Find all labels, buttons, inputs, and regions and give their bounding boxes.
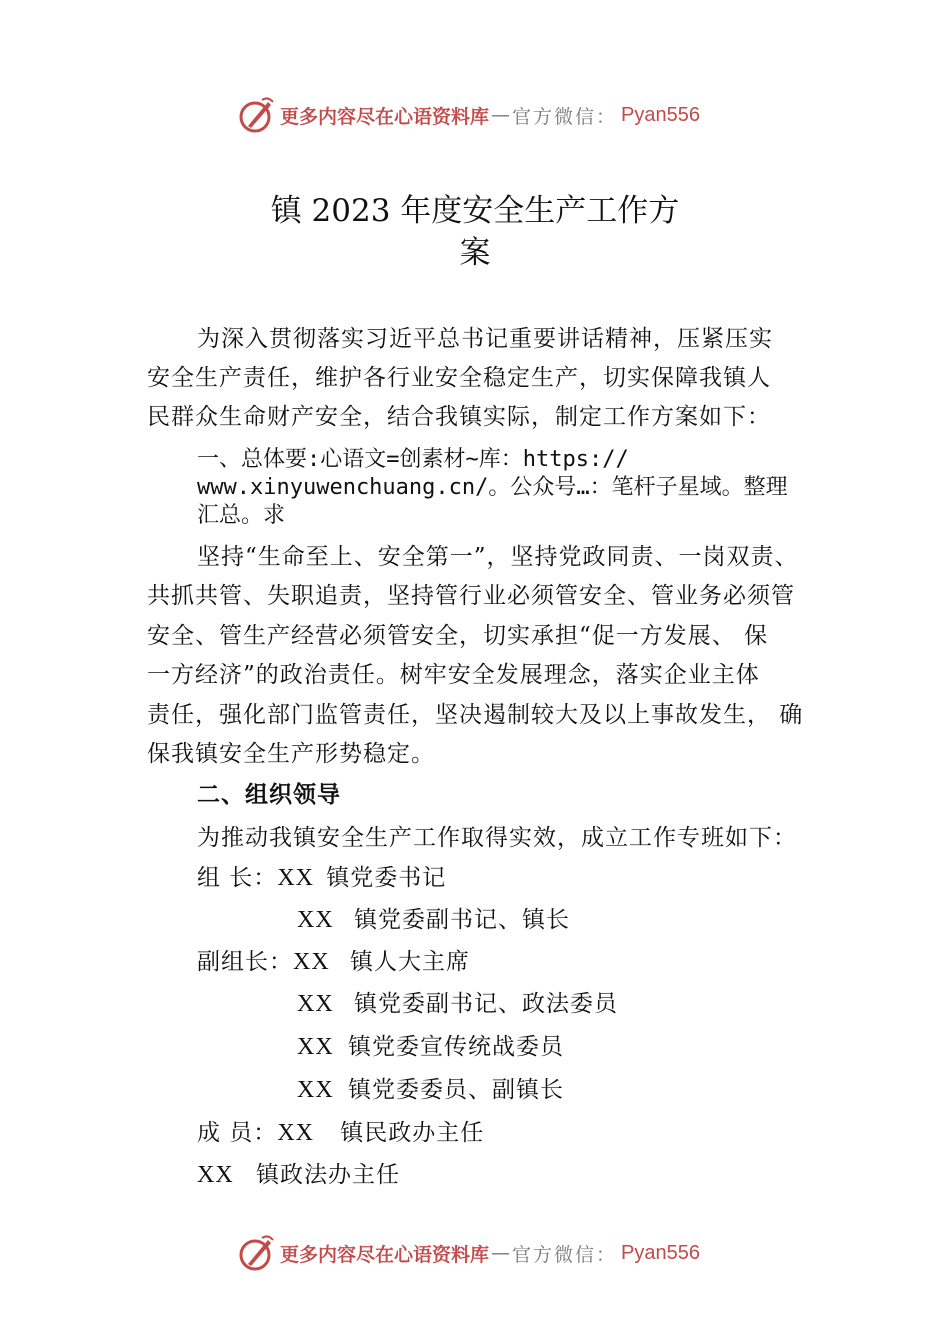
footer-watermark-banner xyxy=(238,1233,700,1273)
intro-line: 安全生产责任，维护各行业安全稳定生产，切实保障我镇人 xyxy=(147,365,771,391)
deputy4-row xyxy=(297,1074,564,1106)
section1-line: www.xinyuwenchuang.cn/。公众号…：笔杆子星域。整理 xyxy=(197,475,788,500)
deputy3-row xyxy=(297,1031,564,1063)
deputy3-role: 镇党委宣传统战委员 xyxy=(347,1034,564,1060)
banner-label: 官方微信： xyxy=(512,105,618,128)
leader2-role: 镇党委副书记、镇长 xyxy=(353,907,570,933)
member2-role: 镇政法办主任 xyxy=(255,1162,400,1188)
banner-label: 官方微信： xyxy=(512,1243,618,1266)
deputy2-name: XX xyxy=(297,991,334,1017)
leader-label: 组 长： xyxy=(197,865,278,891)
banner-wechat-id: Pyan556 xyxy=(621,1241,700,1264)
banner-dash: — xyxy=(491,1242,511,1264)
intro-line: 民群众生命财产安全，结合我镇实际，制定工作方案如下： xyxy=(147,404,771,430)
document-title-line1: 镇 2023 年度安全生产工作方 xyxy=(270,193,680,229)
leader2-name: XX xyxy=(297,907,334,933)
intro-line: 为深入贯彻落实习近平总书记重要讲话精神，压紧压实 xyxy=(197,326,773,352)
leader-name: XX xyxy=(277,865,314,891)
deputy3-name: XX xyxy=(297,1034,334,1060)
member2-name: XX xyxy=(197,1162,234,1188)
deputy-row xyxy=(197,946,470,978)
body-line: 坚持“生命至上、安全第一”，坚持党政同责、一岗双责、 xyxy=(197,544,799,570)
section1-line: 一、总体要:心语文=创素材~库：https:// xyxy=(197,447,629,472)
member1-name: XX xyxy=(277,1120,314,1146)
body-line: 保我镇安全生产形势稳定。 xyxy=(147,741,435,767)
section2-heading: 二、组织领导 xyxy=(197,782,341,808)
banner-wechat-id: Pyan556 xyxy=(621,103,700,126)
member2-row xyxy=(197,1159,400,1191)
pen-logo-icon xyxy=(238,1234,276,1272)
banner-text: 更多内容尽在心语资料库 xyxy=(280,1243,490,1266)
header-watermark-banner xyxy=(238,95,700,135)
deputy4-name: XX xyxy=(297,1077,334,1103)
deputy2-row xyxy=(297,988,618,1020)
leader-row xyxy=(197,862,446,894)
body-line: 一方经济”的政治责任。树牢安全发展理念，落实企业主体 xyxy=(147,662,760,688)
section1-line: 汇总。求 xyxy=(197,503,286,528)
pen-logo-icon xyxy=(238,96,276,134)
deputy1-name: XX xyxy=(293,949,330,975)
member-label: 成 员： xyxy=(197,1120,278,1146)
banner-dash: — xyxy=(491,104,511,126)
deputy-label: 副组长： xyxy=(197,949,293,975)
member-row xyxy=(197,1117,484,1149)
document-title-line2: 案 xyxy=(459,235,491,271)
banner-text: 更多内容尽在心语资料库 xyxy=(280,105,490,128)
deputy1-role: 镇人大主席 xyxy=(349,949,470,975)
deputy2-role: 镇党委副书记、政法委员 xyxy=(353,991,618,1017)
body-line: 共抓共管、失职追责，坚持管行业必须管安全、管业务必须管 xyxy=(147,583,795,609)
member1-role: 镇民政办主任 xyxy=(340,1120,485,1146)
body-line: 责任，强化部门监管责任，坚决遏制较大及以上事故发生， 确 xyxy=(147,702,804,728)
deputy4-role: 镇党委委员、副镇长 xyxy=(347,1077,564,1103)
leader-role: 镇党委书记 xyxy=(326,865,447,891)
leader2-row xyxy=(297,904,570,936)
section2-intro: 为推动我镇安全生产工作取得实效，成立工作专班如下： xyxy=(197,825,797,851)
body-line: 安全、管生产经营必须管安全，切实承担“促一方发展、 保 xyxy=(147,623,769,649)
